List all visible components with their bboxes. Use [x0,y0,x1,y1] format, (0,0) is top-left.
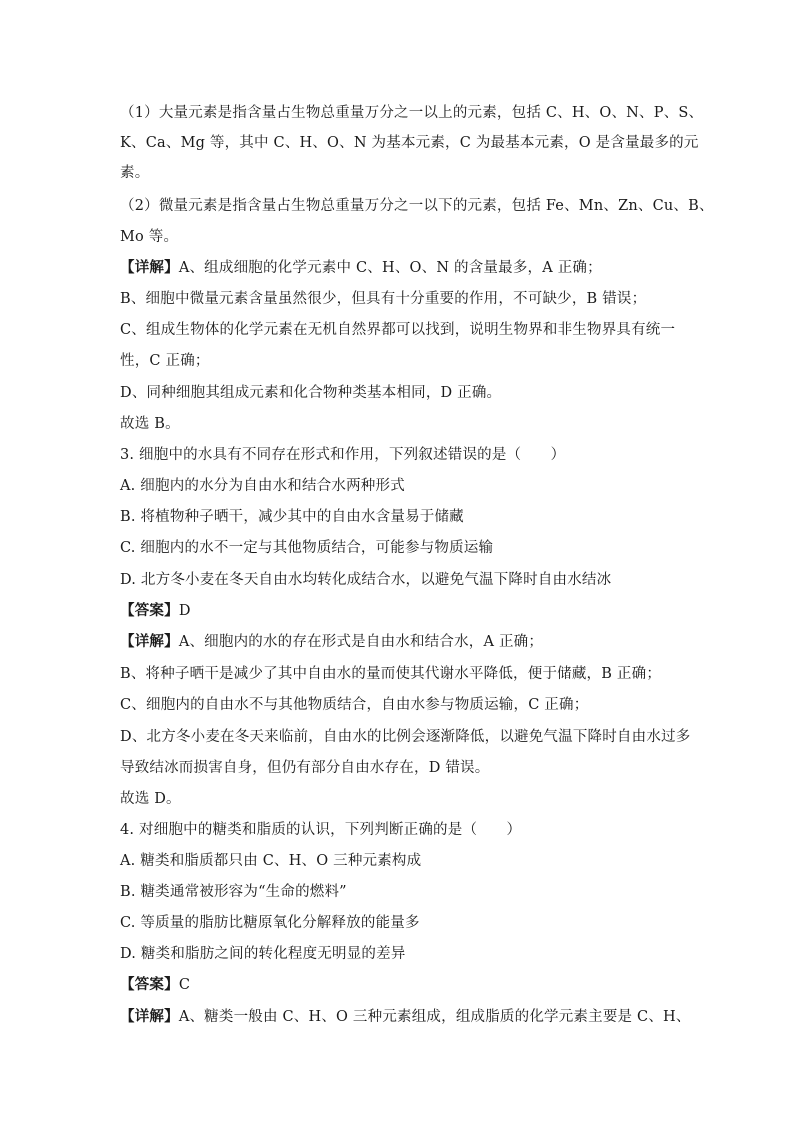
text-line: 导致结冰而损害自身，但仍有部分自由水存在，D 错误。 [120,760,490,776]
question-4-stem: 4. 对细胞中的糖类和脂质的认识，下列判断正确的是（ ） [120,822,522,838]
detail-tag: 【详解】 [120,1008,179,1025]
option-line: B. 糖类通常被形容为“生命的燃料” [120,884,347,900]
text-line: D、北方冬小麦在冬天来临前，自由水的比例会逐渐降低，以避免气温下降时自由水过多 [120,729,691,745]
text-line: Mo 等。 [120,229,179,245]
text-line: B、将种子晒干是减少了其中自由水的量而使其代谢水平降低，便于储藏，B 正确； [120,666,662,682]
answer-value: C [178,977,191,993]
option-line: B. 将植物种子晒干，减少其中的自由水含量易于储藏 [120,509,464,525]
text-line: K、Ca、Mg 等，其中 C、H、O、N 为基本元素，C 为最基本元素，O 是含量最多的元 [120,135,699,151]
option-line: A. 细胞内的水分为自由水和结合水两种形式 [120,478,405,494]
answer-line [120,975,680,995]
answer-line [120,601,680,621]
text-line: 素。 [120,165,150,181]
question-3-stem: 3. 细胞中的水具有不同存在形式和作用，下列叙述错误的是（ ） [120,447,566,463]
text-line: C、细胞内的自由水不与其他物质结合，自由水参与物质运输，C 正确； [120,697,589,713]
text-line: 性，C 正确； [120,353,210,369]
text-line: A、细胞内的水的存在形式是自由水和结合水，A 正确； [178,634,544,650]
option-line: D. 糖类和脂肪之间的转化程度无明显的差异 [120,946,406,962]
detail-line [120,1007,691,1027]
detail-line [120,258,680,278]
detail-tag: 【详解】 [120,259,179,276]
text-line: D、同种细胞其组成元素和化合物种类基本相同，D 正确。 [120,385,502,401]
option-line: C. 等质量的脂肪比糖原氧化分解释放的能量多 [120,915,420,931]
answer-value: D [178,603,191,619]
text-line: 故选 D。 [120,791,181,807]
text-line: 故选 B。 [120,416,180,432]
text-line: （1）大量元素是指含量占生物总重量万分之一以上的元素，包括 C、H、O、N、P、S、 [120,105,704,121]
detail-line [120,632,680,652]
option-line: A. 糖类和脂质都只由 C、H、O 三种元素构成 [120,853,422,869]
text-line: A、糖类一般由 C、H、O 三种元素组成，组成脂质的化学元素主要是 C、H、 [178,1009,691,1025]
option-line: D. 北方冬小麦在冬天自由水均转化成结合水，以避免气温下降时自由水结冰 [120,572,612,588]
text-line: A、组成细胞的化学元素中 C、H、O、N 的含量最多，A 正确； [178,260,602,276]
detail-tag: 【详解】 [120,633,179,650]
text-line: C、组成生物体的化学元素在无机自然界都可以找到，说明生物界和非生物界具有统一 [120,322,676,338]
answer-tag: 【答案】 [120,602,179,619]
answer-tag: 【答案】 [120,976,179,993]
text-line: B、细胞中微量元素含量虽然很少，但具有十分重要的作用，不可缺少，B 错误； [120,291,647,307]
text-line: （2）微量元素是指含量占生物总重量万分之一以下的元素，包括 Fe、Mn、Zn、Cu、B、 [120,198,714,214]
option-line: C. 细胞内的水不一定与其他物质结合，可能参与物质运输 [120,540,494,556]
